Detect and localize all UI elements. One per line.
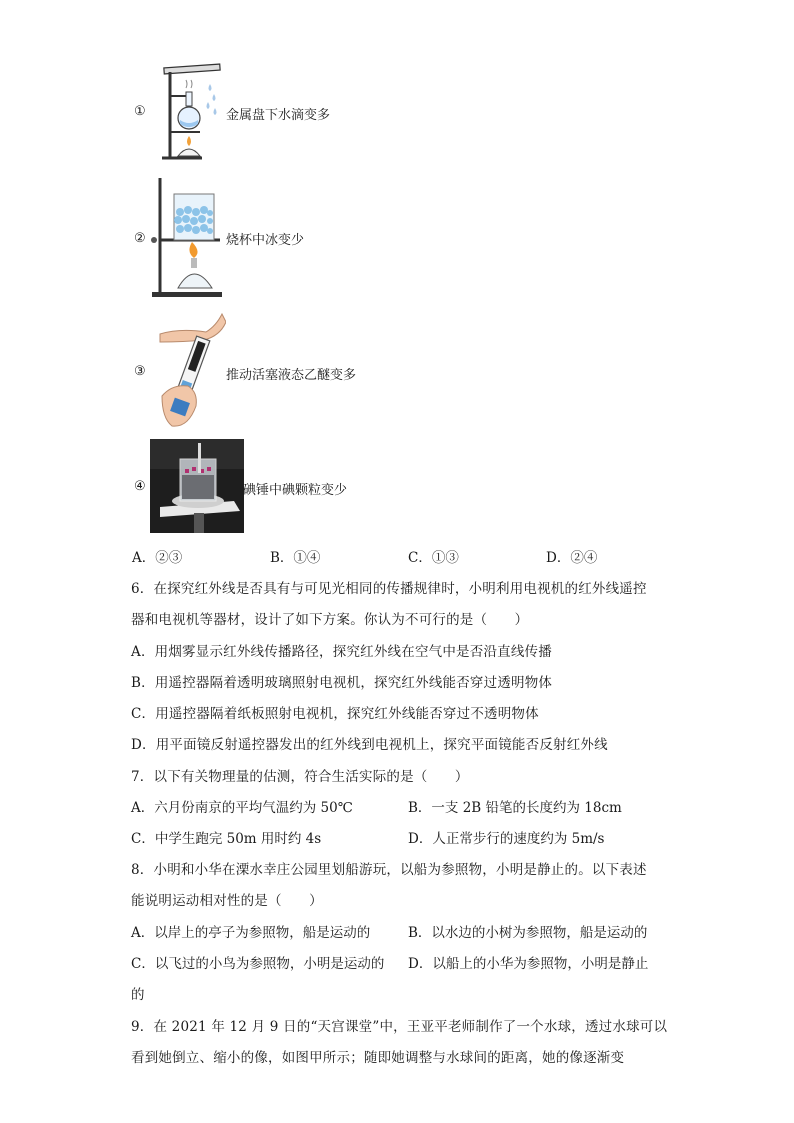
q7-option-b: B．一支 2B 铅笔的长度约为 18cm xyxy=(408,800,622,816)
q7-option-d: D．人正常步行的速度约为 5m/s xyxy=(408,831,605,847)
q8-option-a: A．以岸上的亭子为参照物，船是运动的 xyxy=(131,925,371,941)
q5-option-c: C．①③ xyxy=(408,550,459,566)
q6-option-b: B．用遥控器隔着透明玻璃照射电视机，探究红外线能否穿过透明物体 xyxy=(131,675,553,691)
flask-heating-icon xyxy=(158,62,222,162)
q8-option-d-continued: 的 xyxy=(131,987,145,1003)
q8-option-b: B．以水边的小树为参照物，船是运动的 xyxy=(408,925,648,941)
q6-option-a: A．用烟雾显示红外线传播路径，探究红外线在空气中是否沿直线传播 xyxy=(131,644,552,660)
q7-option-c: C．中学生跑完 50m 用时约 4s xyxy=(131,831,322,847)
q5-option-a: A．②③ xyxy=(132,550,183,566)
figure-caption-1: 金属盘下水滴变多 xyxy=(226,108,331,123)
figure-caption-2: 烧杯中冰变少 xyxy=(226,233,305,248)
q6-stem-line-2: 器和电视机等器材，设计了如下方案。你认为不可行的是（ ） xyxy=(131,612,529,628)
beaker-ice-heating-icon xyxy=(148,176,228,300)
figure-marker-4: ④ xyxy=(134,479,146,494)
q8-stem-line-2: 能说明运动相对性的是（ ） xyxy=(131,893,323,909)
q5-option-d: D．②④ xyxy=(546,550,598,566)
q8-option-c: C．以飞过的小鸟为参照物，小明是运动的 xyxy=(131,956,385,972)
q5-option-b: B．①④ xyxy=(270,550,321,566)
q8-stem-line-1: 8．小明和小华在溧水幸庄公园里划船游玩，以船为参照物，小明是静止的。以下表述 xyxy=(131,862,647,878)
q9-stem-line-2: 看到她倒立、缩小的像，如图甲所示；随即她调整与水球间的距离，她的像逐渐变 xyxy=(131,1050,625,1066)
figure-caption-3: 推动活塞液态乙醚变多 xyxy=(226,368,357,383)
q7-stem: 7．以下有关物理量的估测，符合生活实际的是（ ） xyxy=(131,769,469,785)
q8-option-d: D．以船上的小华为参照物，小明是静止 xyxy=(408,956,649,972)
q9-stem-line-1: 9．在 2021 年 12 月 9 日的“天宫课堂”中，王亚平老师制作了一个水球，透过水球可以 xyxy=(131,1019,668,1035)
figure-marker-3: ③ xyxy=(134,364,146,379)
figure-caption-4: 碘锤中碘颗粒变少 xyxy=(243,483,348,498)
q6-option-c: C．用遥控器隔着纸板照射电视机，探究红外线能否穿过不透明物体 xyxy=(131,706,539,722)
figure-marker-1: ① xyxy=(134,104,146,119)
q7-option-a: A．六月份南京的平均气温约为 50℃ xyxy=(131,800,353,816)
figure-marker-2: ② xyxy=(134,231,146,246)
syringe-icon xyxy=(154,312,226,430)
q6-option-d: D．用平面镜反射遥控器发出的红外线到电视机上，探究平面镜能否反射红外线 xyxy=(131,737,608,753)
iodine-photo-icon xyxy=(150,439,244,533)
q6-stem-line-1: 6．在探究红外线是否具有与可见光相同的传播规律时，小明利用电视机的红外线遥控 xyxy=(131,581,647,597)
